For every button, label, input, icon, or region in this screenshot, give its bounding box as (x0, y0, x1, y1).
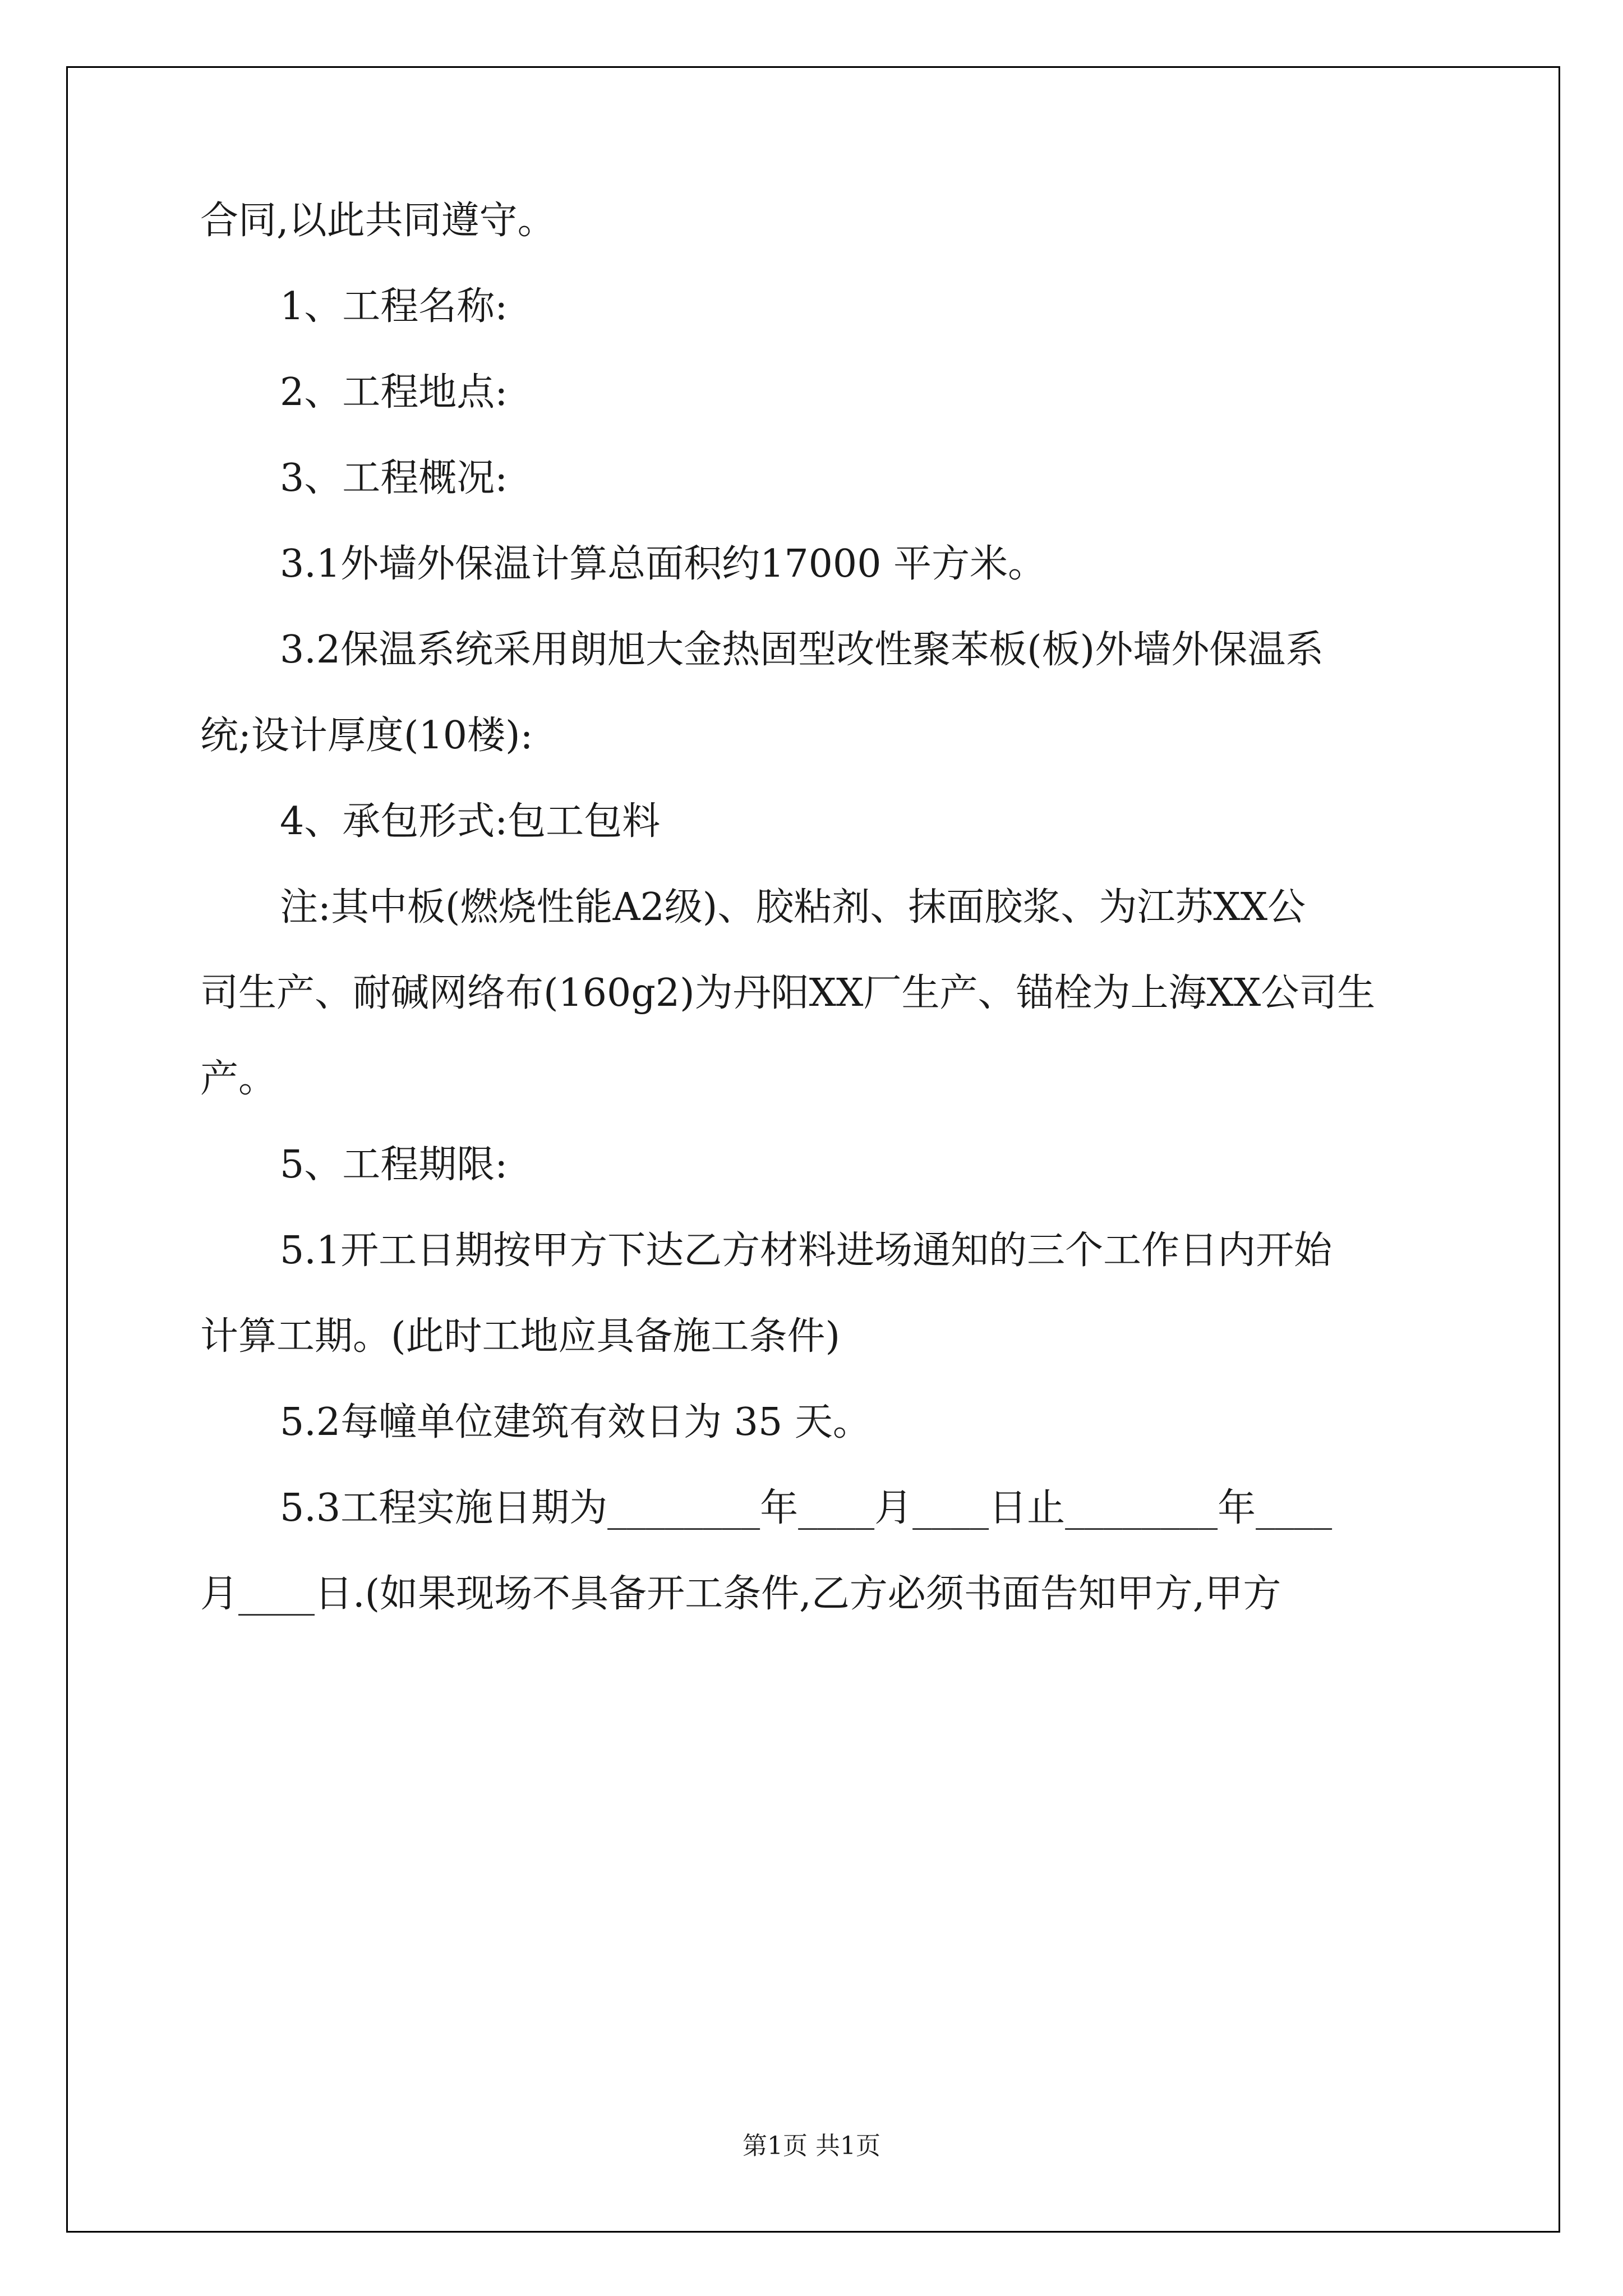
text-line: 司生产、耐碱网络布(160g2)为丹阳XX厂生产、锚栓为上海XX公司生 (200, 971, 1376, 1015)
text-line: 计算工期。(此时工地应具备施工条件) (200, 1314, 841, 1359)
text-line: 5.3工程实施日期为________年____月____日止________年____ (280, 1486, 1332, 1530)
text-line: 5、工程期限: (280, 1143, 508, 1187)
text-line: 3.1外墙外保温计算总面积约17000 平方米。 (280, 542, 1046, 586)
text-line: 2、工程地点: (280, 370, 508, 415)
text-line: 3.2保温系统采用朗旭大金热固型改性聚苯板(板)外墙外保温系 (280, 628, 1324, 672)
text-line: 3、工程概况: (280, 456, 508, 500)
text-line: 5.2每幢单位建筑有效日为 35 天。 (280, 1400, 871, 1444)
text-line: 1、工程名称: (280, 284, 508, 329)
text-line: 5.1开工日期按甲方下达乙方材料进场通知的三个工作日内开始 (280, 1228, 1332, 1273)
page-footer: 第1页 共1页 (743, 2132, 880, 2160)
text-line: 注:其中板(燃烧性能A2级)、胶粘剂、抹面胶浆、为江苏XX公 (280, 885, 1306, 930)
text-line: 统;设计厚度(10楼): (200, 714, 533, 758)
text-line: 月____日.(如果现场不具备开工条件,乙方必须书面告知甲方,甲方 (200, 1572, 1281, 1616)
text-line: 产。 (200, 1057, 277, 1101)
text-line: 4、承包形式:包工包料 (280, 799, 661, 844)
text-line: 合同,以此共同遵守。 (200, 199, 556, 243)
